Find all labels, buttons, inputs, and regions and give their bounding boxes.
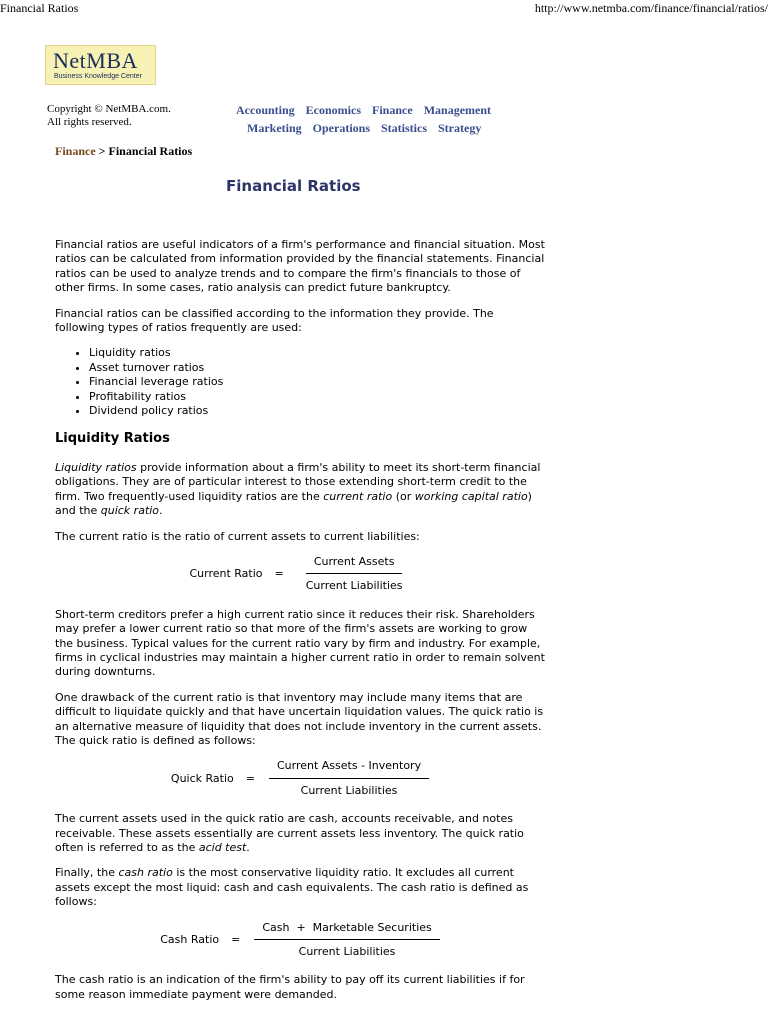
cash-ratio-formula xyxy=(55,921,545,960)
intro-paragraph-1: Financial ratios are useful indicators of a firm's performance and financial situation. Most ratios can be calculated from information provided by the financial statements. Financial ratios can be used to analyze trends and to compare the firm's financials to those of other firms. In some cases, ratio analysis can predict future bankruptcy. xyxy=(55,238,545,295)
list-item: • Financial leverage ratios xyxy=(89,375,545,389)
netmba-logo[interactable] xyxy=(45,45,156,85)
nav-link-accounting[interactable]: Accounting xyxy=(236,103,295,117)
nav-link-operations[interactable]: Operations xyxy=(312,121,370,135)
logo-tagline: Business Knowledge Center xyxy=(54,73,142,80)
nav-link-statistics[interactable]: Statistics xyxy=(381,121,427,135)
formula-numerator: Current Assets xyxy=(306,555,403,574)
list-item: • Liquidity ratios xyxy=(89,346,545,360)
formula-numerator: Cash + Marketable Securities xyxy=(254,921,439,940)
formula-fraction xyxy=(298,555,411,594)
nav-row-2 xyxy=(247,121,489,136)
copyright-line-2: All rights reserved. xyxy=(47,116,132,128)
nav-link-management[interactable]: Management xyxy=(423,103,492,117)
term-acid-test: acid test xyxy=(198,841,247,854)
liquidity-paragraph-7: The cash ratio is an indication of the firm's ability to pay off its current liabilities if for some reason immediate payment were demanded. xyxy=(55,973,525,1001)
text-span: provide information about a firm's ability to meet its short-term financial obligations. They are of particular interest to those extending short-term credit to the firm. Two frequently-used liquidity ratios are the xyxy=(55,460,541,503)
breadcrumb-current: Financial Ratios xyxy=(108,144,193,158)
intro-paragraph-2: Financial ratios can be classified according to the information they provide. The following types of ratios frequently are used: xyxy=(55,306,494,335)
liquidity-paragraph-2: The current ratio is the ratio of current assets to current liabilities: xyxy=(55,529,420,543)
text-span: . xyxy=(246,841,250,854)
nav-link-strategy[interactable]: Strategy xyxy=(438,121,482,135)
formula-equals: = xyxy=(231,932,241,946)
breadcrumb-finance-link[interactable]: Finance xyxy=(55,144,96,158)
formula-equals: = xyxy=(245,771,255,785)
formula-lhs: Cash Ratio xyxy=(160,932,220,946)
term-cash-ratio: cash ratio xyxy=(118,866,173,880)
text-span: (or xyxy=(392,489,415,503)
liquidity-paragraph-1 xyxy=(55,461,545,519)
formula-fraction xyxy=(269,759,429,798)
page-title: Financial Ratios xyxy=(226,177,361,195)
list-item: • Profitability ratios xyxy=(89,390,545,404)
list-item: • Dividend policy ratios xyxy=(89,404,545,418)
term-liquidity-ratios: Liquidity ratios xyxy=(55,460,137,474)
formula-lhs: Quick Ratio xyxy=(170,771,234,785)
nav-link-marketing[interactable]: Marketing xyxy=(247,121,302,135)
liquidity-paragraph-6 xyxy=(55,866,545,909)
print-header-title: Financial Ratios xyxy=(0,1,79,15)
formula-numerator: Current Assets - Inventory xyxy=(269,759,429,778)
liquidity-heading: Liquidity Ratios xyxy=(55,431,170,447)
breadcrumb xyxy=(55,144,192,159)
term-working-capital-ratio: working capital ratio xyxy=(414,489,528,503)
formula-denominator: Current Liabilities xyxy=(298,945,396,959)
text-span: The current assets used in the quick ratio are cash, accounts receivable, and notes receivable. These assets essentially are current assets less inventory. The quick ratio often is referred to as the xyxy=(55,812,524,854)
term-quick-ratio: quick ratio xyxy=(100,504,160,518)
nav-link-finance[interactable]: Finance xyxy=(372,103,413,117)
text-span: ) and the xyxy=(55,489,532,518)
breadcrumb-separator: > xyxy=(95,144,109,158)
formula-fraction xyxy=(254,921,439,960)
formula-denominator: Current Liabilities xyxy=(305,579,403,593)
nav-row-1 xyxy=(236,103,499,118)
formula-equals: = xyxy=(274,567,284,581)
copyright-line-1: Copyright © NetMBA.com. xyxy=(47,103,171,115)
logo-name: NetMBA xyxy=(53,48,138,73)
liquidity-paragraph-3: Short-term creditors prefer a high current ratio since it reduces their risk. Shareholders may prefer a lower current ratio so that more of the firm's assets are working to grow the business. Typical values for the current ratio vary by firm and industry. For example, firms in cyclical industries may maintain a higher current ratio in order to remain solvent during downturns. xyxy=(55,607,545,679)
text-span: Finally, the xyxy=(55,866,119,880)
formula-denominator: Current Liabilities xyxy=(300,783,398,797)
term-current-ratio: current ratio xyxy=(323,489,393,503)
liquidity-paragraph-4: One drawback of the current ratio is that inventory may include many items that are difficult to liquidate quickly and that have uncertain liquidation values. The quick ratio is an alternative measure of liquidity that does not include inventory in the current assets. The quick ratio is defined as follows: xyxy=(55,690,544,747)
ratio-types-list xyxy=(55,346,545,418)
article-content xyxy=(55,238,545,1013)
copyright-notice xyxy=(47,103,171,129)
list-item: • Asset turnover ratios xyxy=(89,361,545,375)
liquidity-paragraph-5 xyxy=(55,812,545,855)
quick-ratio-formula xyxy=(55,759,545,798)
text-span: is the most conservative liquidity ratio. It excludes all current assets except the most liquid: cash and cash equivalents. The cash ratio is defined as follows: xyxy=(55,866,529,909)
current-ratio-formula xyxy=(55,555,545,594)
nav-link-economics[interactable]: Economics xyxy=(305,103,362,117)
text-span: . xyxy=(159,504,163,518)
print-header-url: http://www.netmba.com/finance/financial/ratios/ xyxy=(534,1,768,15)
formula-lhs: Current Ratio xyxy=(189,567,263,581)
